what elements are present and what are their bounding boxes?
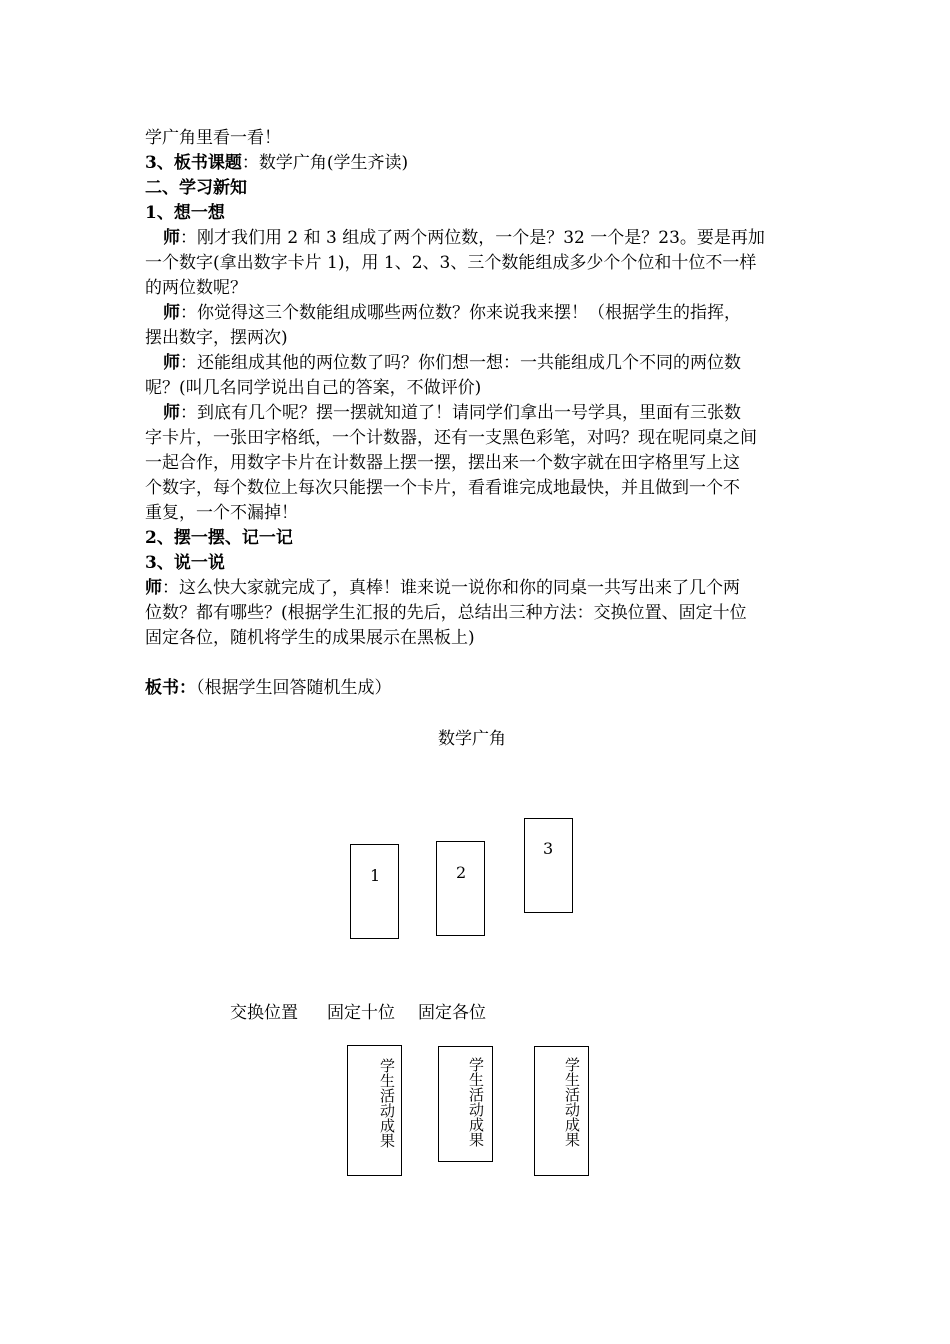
line-board-topic: 3、板书课题：数学广角(学生齐读) (145, 153, 409, 173)
heading-think: 1、想一想 (145, 203, 225, 223)
card-number: 1 (370, 866, 381, 885)
para-5-line-a: 师：这么快大家就完成了，真棒！谁来说一说你和你的同桌一共写出来了几个两 (145, 578, 740, 598)
board-heading: 板书：（根据学生回答随机生成） (145, 678, 392, 698)
line-1: 学广角里看一看！ (145, 128, 281, 148)
result-text: 学生活动成果 (467, 1057, 485, 1147)
number-card-1 (350, 844, 399, 939)
heading-say: 3、说一说 (145, 553, 225, 573)
board-title: 数学广角 (438, 729, 506, 749)
number-card-2 (436, 841, 485, 936)
para-2-line-a: 师：你觉得这三个数能组成哪些两位数？你来说我来摆！（根据学生的指挥， (163, 303, 741, 323)
result-text: 学生活动成果 (563, 1057, 581, 1147)
para-1-line-a: 师：刚才我们用 2 和 3 组成了两个两位数，一个是？32 一个是？23。要是再加 (163, 228, 765, 248)
method-fix-tens: 固定十位 (327, 1003, 395, 1023)
para-4-line-e: 重复，一个不漏掉！ (145, 503, 298, 523)
para-5-line-c: 固定各位，随机将学生的成果展示在黑板上) (145, 628, 475, 648)
result-text: 学生活动成果 (378, 1058, 396, 1148)
result-card-1 (347, 1045, 402, 1176)
para-3-line-a: 师：还能组成其他的两位数了吗？你们想一想：一共能组成几个不同的两位数 (163, 353, 741, 373)
para-5-line-b: 位数？都有哪些？(根据学生汇报的先后，总结出三种方法：交换位置、固定十位 (145, 603, 747, 623)
para-2-line-b: 摆出数字，摆两次) (145, 328, 288, 348)
para-4-line-c: 一起合作，用数字卡片在计数器上摆一摆，摆出来一个数字就在田字格里写上这 (145, 453, 740, 473)
para-1-line-b: 一个数字(拿出数字卡片 1)，用 1、2、3、三个数能组成多少个个位和十位不一样 (145, 253, 757, 273)
para-4-line-d: 个数字，每个数位上每次只能摆一个卡片，看看谁完成地最快，并且做到一个不 (145, 478, 740, 498)
card-number: 3 (543, 839, 554, 858)
result-card-2 (438, 1046, 493, 1162)
method-swap-position: 交换位置 (230, 1003, 298, 1023)
result-card-3 (534, 1046, 589, 1176)
heading-learn-new: 二、学习新知 (145, 178, 247, 198)
para-4-line-b: 字卡片，一张田字格纸，一个计数器，还有一支黑色彩笔，对吗？现在呢同桌之间 (145, 428, 757, 448)
number-card-3 (524, 818, 573, 913)
para-3-line-b: 呢？(叫几名同学说出自己的答案，不做评价) (145, 378, 482, 398)
para-1-line-c: 的两位数呢？ (145, 278, 247, 298)
card-number: 2 (456, 863, 467, 882)
heading-arrange: 2、摆一摆、记一记 (145, 528, 293, 548)
method-fix-ones: 固定各位 (418, 1003, 486, 1023)
para-4-line-a: 师：到底有几个呢？摆一摆就知道了！请同学们拿出一号学具，里面有三张数 (163, 403, 741, 423)
